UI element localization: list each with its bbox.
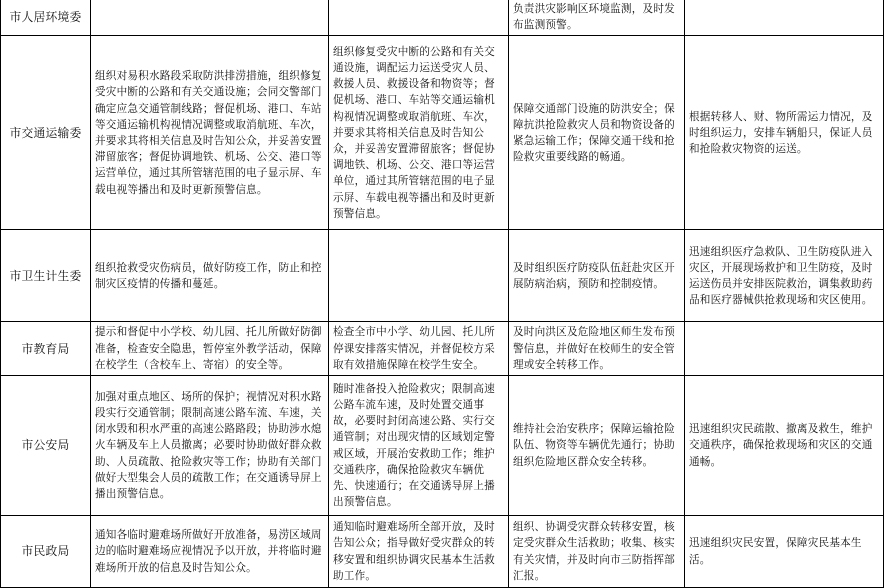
- department-name: 市卫生计生委: [1, 230, 91, 322]
- table-cell: [329, 0, 509, 36]
- department-name: 市人居环境委: [1, 0, 91, 36]
- table-cell: [91, 0, 329, 36]
- table-cell: [685, 322, 884, 376]
- table-row: [1, 0, 884, 36]
- table-cell: 组织、协调受灾群众转移安置，核定受灾群众生活救助；收集、核实有关灾情，并及时向市三防指挥部汇报。: [509, 516, 685, 588]
- table-cell: 及时向洪区及危险地区师生发布预警信息，并做好在校师生的安全管理或安全转移工作。: [509, 322, 685, 376]
- table-row: [1, 376, 884, 516]
- table-cell: 组织抢救受灾伤病员，做好防疫工作，防止和控制灾区疫情的传播和蔓延。: [91, 230, 329, 322]
- department-name: 市教育局: [1, 322, 91, 376]
- table-cell: [329, 230, 509, 322]
- department-name: 市交通运输委: [1, 36, 91, 230]
- department-name: 市民政局: [1, 516, 91, 588]
- table-cell: 检查全市中小学、幼儿园、托儿所停课安排落实情况，并督促校方采取有效措施保障在校学生安全。: [329, 322, 509, 376]
- table-cell: 通知各临时避难场所做好开放准备，易涝区域周边的临时避难场应视情况予以开放，并将临时避难场所开放的信息及时告知公众。: [91, 516, 329, 588]
- table-row: [1, 230, 884, 322]
- table-cell: 提示和督促中小学校、幼儿园、托儿所做好防御准备，检查安全隐患，暂停室外教学活动，保障在校学生（含校车上、寄宿）的安全等。: [91, 322, 329, 376]
- table-row: [1, 322, 884, 376]
- table-cell: 及时组织医疗防疫队伍赶赴灾区开展防病治病，预防和控制疫情。: [509, 230, 685, 322]
- table-cell: 迅速组织灾民疏散、撤离及救生，维护交通秩序，确保抢救现场和灾区的交通通畅。: [685, 376, 884, 516]
- table-cell: 组织修复受灾中断的公路和有关交通设施，调配运力运送受灾人员、救援人员、救援设备和物资等；督促机场、港口、车站等交通运输机构视情况调整或取消航班、车次，并要求其将相关信息及时告知公众，并妥善安置滞留旅客；督促协调地铁、机场、公交、港口等运营单位，通过其所管辖范围的电子显示屏、车载电视等播出和及时更新预警信息。: [329, 36, 509, 230]
- table-cell: 迅速组织灾民安置，保障灾民基本生活。: [685, 516, 884, 588]
- table-cell: 加强对重点地区、场所的保护；视情况对积水路段实行交通管制；限制高速公路车流、车速，关闭水毁和积水严重的高速公路路段；协助涉水熄火车辆及车上人员撤离；必要时协助做好群众救助、人员疏散、抢险救灾等工作；协助有关部门做好大型集会人员的疏散工作；在交通诱导屏上播出预警信息。: [91, 376, 329, 516]
- table-cell: [685, 0, 884, 36]
- table-cell: 保障交通部门设施的防洪安全；保障抗洪抢险救灾人员和物资设备的紧急运输工作；保障交通干线和抢险救灾重要线路的畅通。: [509, 36, 685, 230]
- table-row: [1, 36, 884, 230]
- table-cell: 通知临时避难场所全部开放，及时告知公众；指导做好受灾群众的转移安置和组织协调灾民基本生活救助工作。: [329, 516, 509, 588]
- table-cell: 组织对易积水路段采取防洪排涝措施，组织修复受灾中断的公路和有关交通设施；会同交警部门确定应急交通管制线路；督促机场、港口、车站等交通运输机构视情况调整或取消航班、车次，并要求其将相关信息及时告知公众，并妥善安置滞留旅客；督促协调地铁、机场、公交、港口等运营单位，通过其所管辖范围的电子显示屏、车载电视等播出和及时更新预警信息。: [91, 36, 329, 230]
- department-name: 市公安局: [1, 376, 91, 516]
- table-cell: 迅速组织医疗急救队、卫生防疫队进入灾区，开展现场救护和卫生防疫，及时运送伤员并安排医院救治，调集救助药品和医疗器械供抢救现场和灾区使用。: [685, 230, 884, 322]
- table-cell: 维持社会治安秩序；保障运输抢险队伍、物资等车辆优先通行；协助组织危险地区群众安全转移。: [509, 376, 685, 516]
- table-cell: 根据转移人、财、物所需运力情况，及时组织运力，安排车辆船只，保证人员和抢险救灾物资的运送。: [685, 36, 884, 230]
- table-cell: 负责洪灾影响区环境监测，及时发布监测预警。: [509, 0, 685, 36]
- table-cell: 随时准备投入抢险救灾；限制高速公路车流车速，及时处置交通事故，必要时封闭高速公路、实行交通管制；对出现灾情的区域划定警戒区域，开展治安救助工作；维护交通秩序，确保抢险救灾车辆优先、快速通行；在交通诱导屏上播出预警信息。: [329, 376, 509, 516]
- table-row: [1, 516, 884, 588]
